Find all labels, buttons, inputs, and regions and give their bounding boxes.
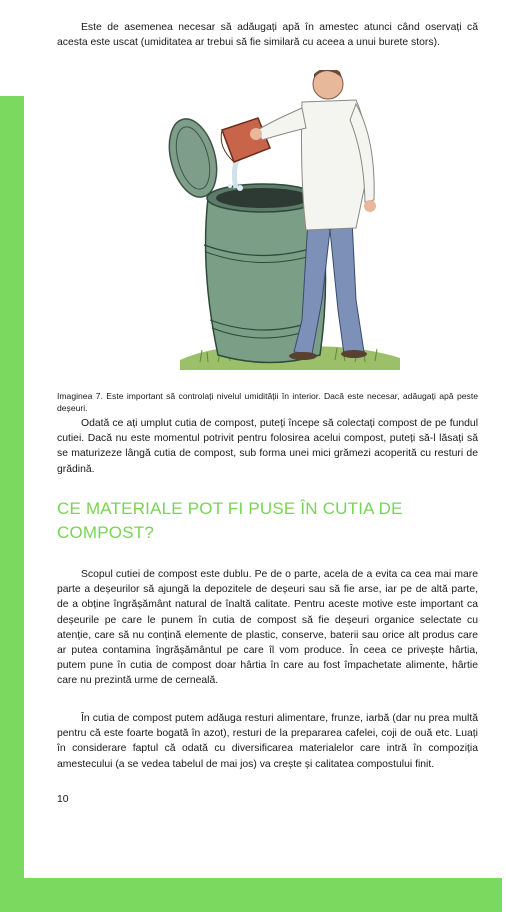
compost-illustration [160, 70, 410, 380]
man-watering-compost-bin-icon [160, 70, 410, 380]
paragraph-after-figure: Odată ce ați umplut cutia de compost, puteți începe să colectați compost de pe fundul cutiei. Dacă nu este momentul potrivit pentru folosirea acelui compost, puteți să-l lăsați să se maturizeze lângă cutia de compost, sub forma unei mici grămezi acoperită cu resturi de grădină. [57, 418, 478, 475]
paragraph-additions: În cutia de compost putem adăuga resturi alimentare, frunze, iarbă (dar nu prea multă pentru că este foarte bogată în azot), resturi de la prepararea cafelei, coji de ouă etc. Luați în considerare faptul că odată cu diversificarea materialelor care intră în compoziția amestecului (a se vedea tabelul de mai jos) va crește și calitatea compostului finit. [57, 713, 478, 770]
paragraph-intro: Este de asemenea necesar să adăugați apă în amestec atunci când oservați că acesta este uscat (umiditatea ar trebui să fie similară cu aceea a unui burete stors). [57, 22, 478, 49]
left-green-border [0, 96, 24, 912]
paragraph-scope: Scopul cutiei de compost este dublu. Pe de o parte, acela de a evita ca cea mai mare parte a deșeurilor să ajungă la depozitele de deșeuri sau să fie arse, iar pe de altă parte, de a obține îngrășământ natural de înaltă calitate. Pentru aceste motive este important ca deșeurile pe care le punem în cutia de compost să fie deșeuri organice selectate cu atenție, care să nu conțină elemente de plastic, conserve, baterii sau orice alt produs care ar putea contamina îngrășământul pe care îl vom produce. În ceea ce privește hârtia, putem pune în cutia de compost doar hârtia în care au fost împachetate alimente, hârtie care nu prezintă urme de cerneală. [57, 569, 478, 687]
bottom-green-border [0, 878, 506, 912]
figure-caption: Imaginea 7. Este important să controlați nivelul umidității în interior. Dacă este necesar, adăugați apă peste deșeuri. [57, 391, 478, 413]
page-number: 10 [57, 794, 69, 805]
section-heading: CE MATERIALE POT FI PUSE ÎN CUTIA DE COMPOST? [57, 499, 403, 542]
right-edge [502, 0, 506, 912]
